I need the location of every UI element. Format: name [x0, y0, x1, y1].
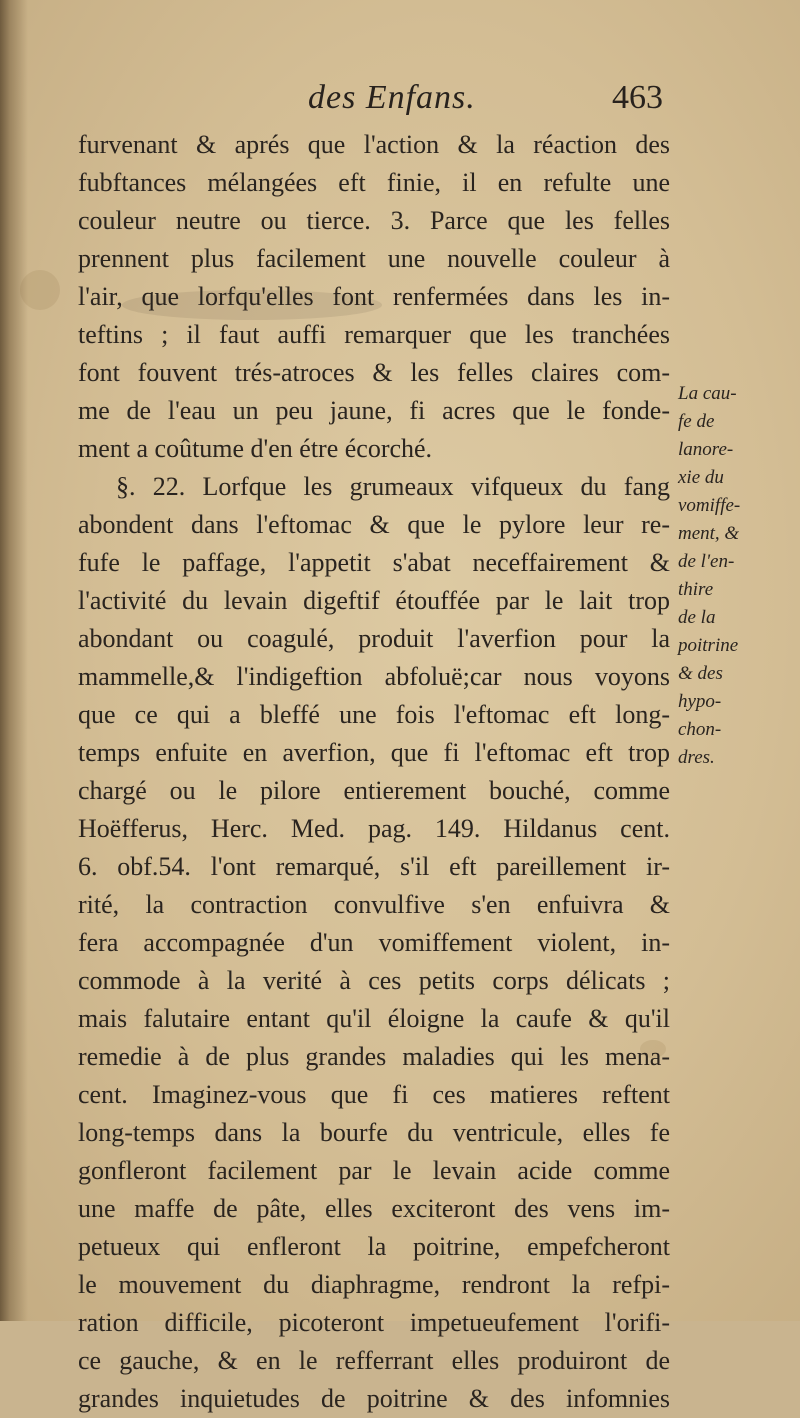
margin-note-line: poitrine: [678, 635, 739, 656]
text-line: cent. Imaginez-vous que fi ces matieres reftent: [78, 1080, 670, 1109]
text-line: remedie à de plus grandes maladies qui les mena-: [78, 1042, 670, 1071]
body-text: [78, 126, 670, 1413]
paper-stain: [20, 270, 60, 310]
text-line: long-temps dans la bourfe du ventricule, elles fe: [78, 1118, 670, 1147]
text-line: temps enfuite en averfion, que fi l'eftomac eft trop: [78, 738, 670, 767]
text-line: que ce qui a bleffé une fois l'eftomac eft long-: [78, 700, 670, 729]
margin-note-line: vomiffe-: [678, 495, 741, 516]
text-line: l'activité du levain digeftif étouffée par le lait trop: [78, 586, 670, 615]
text-line: grandes inquietudes de poitrine & des infomnies: [78, 1384, 670, 1413]
text-line: furvenant & aprés que l'action & la réaction des: [78, 130, 670, 159]
text-line: gonfleront facilement par le levain acide comme: [78, 1156, 670, 1185]
text-line: mammelle,& l'indigeftion abfoluë;car nous voyons: [78, 662, 670, 691]
text-line: rité, la contraction convulfive s'en enfuivra &: [78, 890, 670, 919]
margin-note-line: de l'en-: [678, 551, 735, 572]
text-line: petueux qui enfleront la poitrine, empefcheront: [78, 1232, 670, 1261]
margin-note-line: hypo-: [678, 691, 722, 712]
margin-note-line: chon-: [678, 719, 722, 740]
margin-note-line: dres.: [678, 747, 715, 768]
margin-note-line: lanore-: [678, 439, 734, 460]
text-line: teftins ; il faut auffi remarquer que les tranchées: [78, 320, 670, 349]
text-line: chargé ou le pilore entierement bouché, comme: [78, 776, 670, 805]
text-line: commode à la verité à ces petits corps délicats ;: [78, 966, 670, 995]
binding-gutter-shadow: [0, 0, 28, 1321]
running-head: [0, 74, 800, 122]
margin-note-line: xie du: [678, 467, 724, 488]
text-line: couleur neutre ou tierce. 3. Parce que les felles: [78, 206, 670, 235]
text-line: ration difficile, picoteront impetueufement l'orifi-: [78, 1308, 670, 1337]
text-line: Hoëfferus, Herc. Med. pag. 149. Hildanus cent.: [78, 814, 670, 843]
running-title: des Enfans.: [308, 79, 476, 116]
text-line: l'air, que lorfqu'elles font renfermées dans les in-: [78, 282, 670, 311]
text-line: fufe le paffage, l'appetit s'abat neceffairement &: [78, 548, 670, 577]
text-line: le mouvement du diaphragme, rendront la refpi-: [78, 1270, 670, 1299]
margin-note-line: thire: [678, 579, 714, 600]
text-line: fera accompagnée d'un vomiffement violent, in-: [78, 928, 670, 957]
margin-note-line: La cau-: [678, 383, 737, 404]
page-number: 463: [612, 79, 663, 116]
text-line: ce gauche, & en le refferrant elles produiront de: [78, 1346, 670, 1375]
text-line: fubftances mélangées eft finie, il en refulte une: [78, 168, 670, 197]
text-line: me de l'eau un peu jaune, fi acres que le fonde-: [78, 396, 670, 425]
margin-note-line: de la: [678, 607, 716, 628]
text-line: 6. obf.54. l'ont remarqué, s'il eft pareillement ir-: [78, 852, 670, 881]
text-line: mais falutaire entant qu'il éloigne la caufe & qu'il: [78, 1004, 670, 1033]
text-line: abondant ou coagulé, produit l'averfion pour la: [78, 624, 670, 653]
margin-note-line: & des: [678, 663, 723, 684]
paragraph-start-line: §. 22. Lorfque les grumeaux vifqueux du fang: [116, 472, 670, 501]
margin-note-line: fe de: [678, 411, 715, 432]
margin-note-line: ment, &: [678, 523, 740, 544]
text-line: abondent dans l'eftomac & que le pylore leur re-: [78, 510, 670, 539]
text-line: une maffe de pâte, elles exciteront des vens im-: [78, 1194, 670, 1223]
text-line: ment a coûtume d'en étre écorché.: [78, 434, 433, 463]
text-line: prennent plus facilement une nouvelle couleur à: [78, 244, 670, 273]
text-line: font fouvent trés-atroces & les felles claires com-: [78, 358, 670, 387]
